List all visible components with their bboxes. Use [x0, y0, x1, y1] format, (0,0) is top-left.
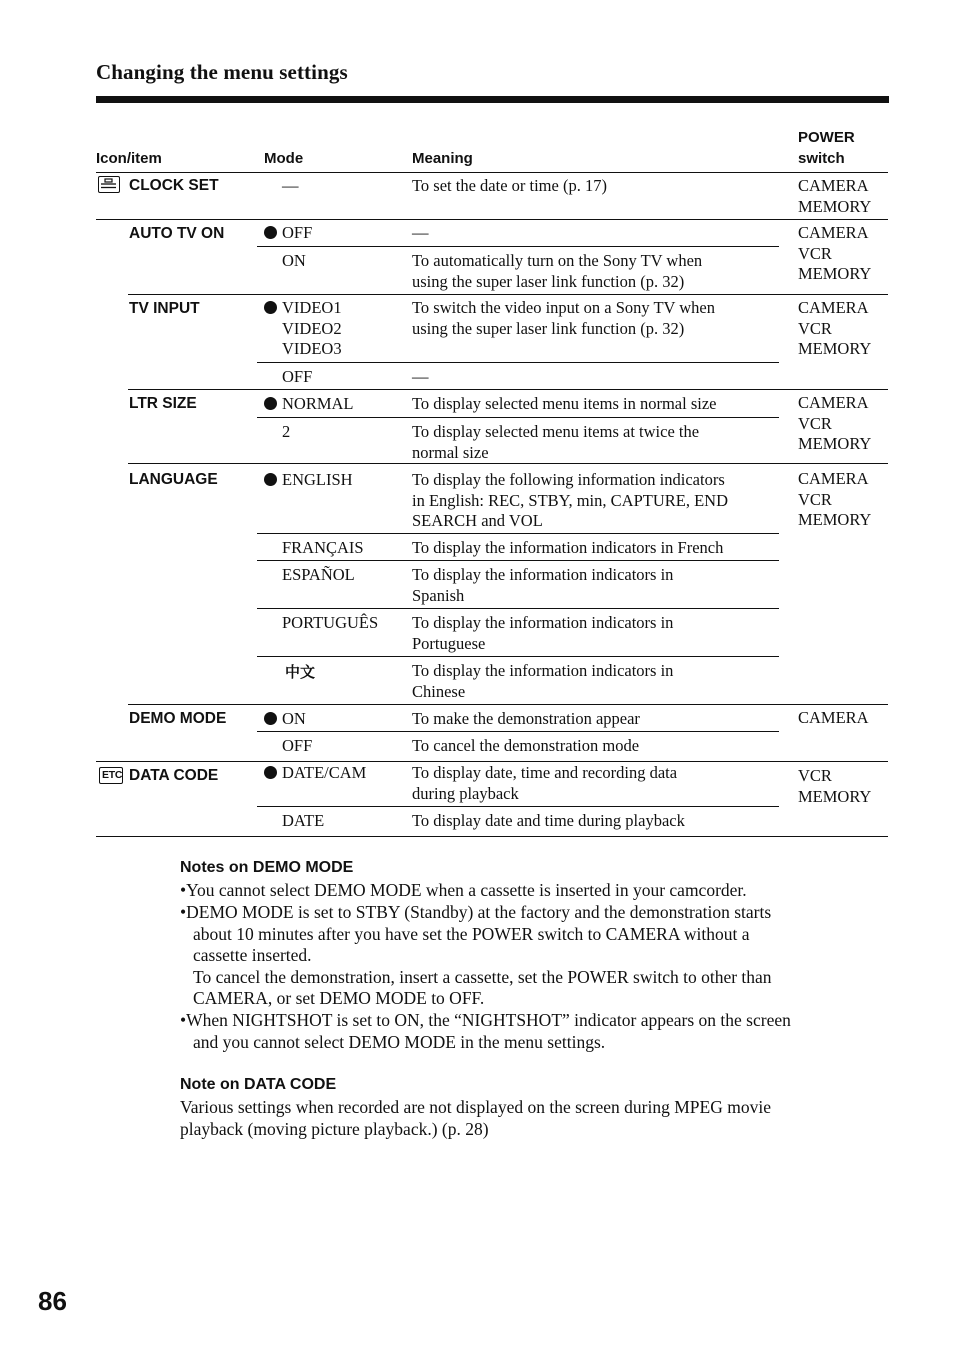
mode-label: VIDEO2	[282, 318, 342, 338]
power-camera: CAMERA	[798, 298, 869, 317]
row-rule	[96, 761, 888, 762]
demo-mode-meaning-off: To cancel the demonstration mode	[412, 736, 640, 755]
meaning-line: To display date, time and recording data	[412, 763, 678, 782]
chinese-glyphs: 中文	[285, 663, 316, 681]
language-meaning-espanol	[412, 565, 673, 606]
demo-note-bullet-3	[180, 1010, 791, 1053]
data-code-note-heading: Note on DATA CODE	[180, 1076, 337, 1093]
header-mode: Mode	[264, 150, 304, 167]
sub-rule	[257, 246, 779, 247]
default-marker-icon	[264, 712, 277, 725]
power-memory: MEMORY	[798, 434, 872, 453]
language-mode-francais: FRANÇAIS	[282, 538, 364, 557]
data-code-mode-datecam	[264, 763, 366, 784]
ltr-size-meaning-normal: To display selected menu items in normal size	[412, 394, 717, 413]
ltr-size-meaning-2	[412, 422, 699, 463]
power-vcr: VCR	[798, 489, 832, 509]
title-rule	[96, 96, 889, 103]
meaning-line: Portuguese	[412, 633, 486, 653]
demo-notes-heading: Notes on DEMO MODE	[180, 859, 354, 876]
bullet-icon: •	[180, 902, 187, 922]
setup-menu-icon	[98, 176, 120, 193]
power-camera: CAMERA	[798, 393, 869, 412]
note-text: and you cannot select DEMO MODE in the menu settings.	[193, 1031, 606, 1052]
mode-label: VIDEO1	[282, 298, 342, 317]
header-rule	[96, 172, 888, 173]
row-rule	[128, 389, 888, 390]
row-rule	[128, 463, 888, 464]
data-code-power	[798, 766, 871, 807]
row-rule	[128, 294, 888, 295]
meaning-line: To switch the video input on a Sony TV when	[412, 298, 716, 317]
power-camera: CAMERA	[798, 176, 869, 195]
table-bottom-rule	[96, 836, 888, 837]
sub-rule	[257, 656, 779, 657]
language-meaning-chinese	[412, 661, 673, 702]
tv-input-meaning	[412, 298, 715, 339]
power-memory: MEMORY	[798, 264, 872, 283]
auto-tv-on-mode-on: ON	[282, 251, 306, 270]
tv-input-item: TV INPUT	[129, 300, 200, 317]
mode-label: ON	[282, 709, 306, 728]
language-meaning-francais: To display the information indicators in French	[412, 538, 724, 557]
sub-rule	[257, 731, 779, 732]
data-code-mode-date: DATE	[282, 811, 325, 830]
etc-icon-label: ETC	[102, 769, 123, 781]
data-code-meaning-date: To display date and time during playback	[412, 811, 685, 830]
meaning-line: To display the information indicators in	[412, 661, 674, 680]
note-text: When NIGHTSHOT is set to ON, the “NIGHTSHOT” indicator appears on the screen	[186, 1010, 791, 1030]
demo-mode-item: DEMO MODE	[129, 710, 227, 727]
power-vcr: VCR	[798, 413, 832, 433]
meaning-line: in English: REC, STBY, min, CAPTURE, END	[412, 490, 728, 510]
power-memory: MEMORY	[798, 339, 872, 358]
header-meaning: Meaning	[412, 150, 473, 167]
language-item: LANGUAGE	[129, 471, 218, 488]
power-camera: CAMERA	[798, 469, 869, 488]
demo-mode-power: CAMERA	[798, 708, 869, 727]
meaning-line: using the super laser link function (p. 32)	[412, 271, 685, 291]
row-rule	[96, 219, 888, 220]
clock-set-power	[798, 176, 871, 217]
meaning-line: Chinese	[412, 681, 466, 701]
power-memory: MEMORY	[798, 786, 872, 806]
power-memory: MEMORY	[798, 196, 872, 216]
mode-label: VIDEO3	[282, 339, 342, 358]
meaning-line: normal size	[412, 442, 489, 462]
meaning-line: Spanish	[412, 585, 465, 605]
data-code-note-text	[180, 1097, 771, 1140]
tv-input-modes	[264, 298, 342, 360]
note-text: cassette inserted.	[193, 945, 312, 965]
auto-tv-on-mode-off	[264, 223, 312, 244]
mode-label: DATE/CAM	[282, 763, 367, 782]
sub-rule	[257, 417, 779, 418]
mode-label: ENGLISH	[282, 470, 353, 489]
ltr-size-item: LTR SIZE	[129, 395, 197, 412]
note-text: To cancel the demonstration, insert a cassette, set the POWER switch to other than	[193, 966, 772, 987]
note-text: You cannot select DEMO MODE when a cassette is inserted in your camcorder.	[186, 880, 747, 900]
power-vcr: VCR	[798, 318, 832, 338]
note-text: Various settings when recorded are not displayed on the screen during MPEG movie	[180, 1097, 771, 1117]
default-marker-icon	[264, 226, 277, 239]
ltr-size-mode-2: 2	[282, 422, 291, 441]
meaning-line: To display selected menu items at twice the	[412, 422, 700, 441]
language-mode-espanol: ESPAÑOL	[282, 565, 355, 584]
meaning-line: To display the information indicators in	[412, 613, 674, 632]
page-title: Changing the menu settings	[96, 60, 348, 84]
tv-input-mode-off: OFF	[282, 367, 313, 386]
clock-set-meaning: To set the date or time (p. 17)	[412, 176, 607, 195]
sub-rule	[257, 608, 779, 609]
power-vcr: VCR	[798, 243, 832, 263]
default-marker-icon	[264, 301, 277, 314]
power-vcr: VCR	[798, 766, 832, 785]
default-marker-icon	[264, 397, 277, 410]
note-text: CAMERA, or set DEMO MODE to OFF.	[193, 988, 485, 1008]
sub-rule	[257, 533, 779, 534]
data-code-meaning-datecam	[412, 763, 677, 804]
meaning-line: To display the following information indicators	[412, 470, 725, 489]
demo-note-bullet-2	[180, 902, 772, 1010]
sub-rule	[257, 362, 779, 363]
header-icon-item: Icon/item	[96, 150, 162, 167]
mode-label: OFF	[282, 223, 313, 242]
meaning-line: SEARCH and VOL	[412, 511, 543, 530]
bullet-icon: •	[180, 1010, 187, 1030]
demo-mode-mode-on	[264, 709, 306, 730]
power-memory: MEMORY	[798, 510, 872, 529]
tv-input-power	[798, 298, 871, 360]
mode-label: NORMAL	[282, 394, 354, 413]
language-meaning-english	[412, 470, 728, 532]
meaning-line: To display the information indicators in	[412, 565, 674, 584]
language-mode-english	[264, 470, 353, 491]
note-text: DEMO MODE is set to STBY (Standby) at the factory and the demonstration starts	[186, 902, 772, 922]
etc-menu-icon	[99, 767, 123, 784]
language-mode-portugues: PORTUGUÊS	[282, 613, 379, 632]
sub-rule	[257, 806, 779, 807]
language-meaning-portugues	[412, 613, 673, 654]
meaning-line: To automatically turn on the Sony TV when	[412, 251, 703, 270]
ltr-size-power	[798, 393, 871, 455]
bullet-icon: •	[180, 880, 187, 900]
header-power-line2: switch	[798, 150, 845, 167]
power-camera: CAMERA	[798, 223, 869, 242]
auto-tv-on-meaning-on	[412, 251, 702, 292]
demo-note-bullet-1	[180, 880, 747, 902]
data-code-item: DATA CODE	[129, 767, 219, 784]
clock-set-item: CLOCK SET	[129, 177, 219, 194]
tv-input-meaning-off: —	[412, 367, 429, 386]
row-rule	[128, 704, 888, 705]
sub-rule	[257, 560, 779, 561]
header-power-line1: POWER	[798, 129, 855, 146]
meaning-line: during playback	[412, 783, 519, 803]
page-number: 86	[38, 1286, 67, 1316]
auto-tv-on-item: AUTO TV ON	[129, 225, 225, 242]
auto-tv-on-power	[798, 223, 871, 285]
ltr-size-mode-normal	[264, 394, 354, 415]
clock-set-mode: —	[282, 176, 299, 195]
demo-mode-mode-off: OFF	[282, 736, 313, 755]
meaning-line: using the super laser link function (p. 32)	[412, 318, 685, 338]
language-power	[798, 469, 871, 531]
demo-mode-meaning-on: To make the demonstration appear	[412, 709, 640, 728]
note-text: playback (moving picture playback.) (p. 28)	[180, 1118, 489, 1139]
auto-tv-on-meaning-off: —	[412, 223, 429, 242]
default-marker-icon	[264, 766, 277, 779]
default-marker-icon	[264, 473, 277, 486]
note-text: about 10 minutes after you have set the POWER switch to CAMERA without a	[193, 923, 750, 944]
